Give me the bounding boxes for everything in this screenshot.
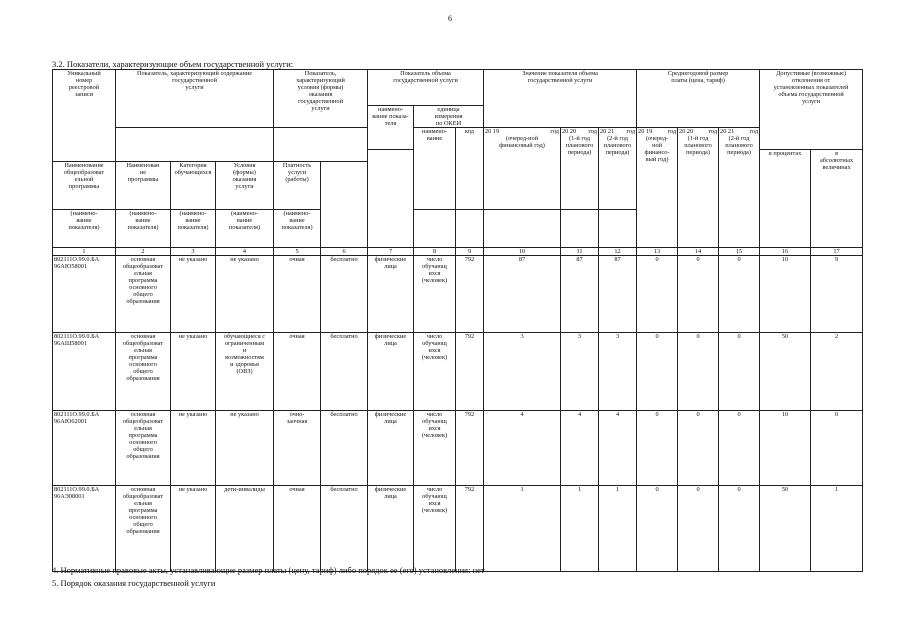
- table-cell: 792: [456, 333, 484, 411]
- header-sub-5: (наимено- вание показателя): [274, 210, 321, 248]
- table-cell: очная: [274, 256, 321, 333]
- header-fee-year-2: 20 20 год (1-й год планового периода): [678, 128, 719, 248]
- table-cell: 9: [811, 256, 863, 333]
- header-fee-year-1: 20 19 год (очеред- ной финансо- вый год): [637, 128, 678, 248]
- table-row: [53, 411, 863, 486]
- header-sub-4: (наимено- вание показателя): [216, 210, 274, 248]
- header-empty-13: [599, 210, 637, 248]
- header-unit-name: наимено- вание: [414, 128, 456, 210]
- header-volume-value: Значение показателя объема государственной услуги: [484, 70, 637, 128]
- table-cell: 0: [719, 411, 760, 486]
- header-unique-number: Уникальный номер реестровой записи: [53, 70, 116, 162]
- header-empty-12: [561, 210, 599, 248]
- table-cell: физические лица: [368, 411, 414, 486]
- table-cell: 10: [760, 411, 811, 486]
- table-cell: 0: [719, 486, 760, 572]
- header-unit: единица измерения по ОКЕИ: [414, 106, 484, 128]
- table-cell: бесплатно: [321, 411, 368, 486]
- table-cell: обучающиеся с ограниченным и возможностям и здоровья (ОВЗ): [216, 333, 274, 411]
- table-cell: 87: [599, 256, 637, 333]
- header-avg-fee: Среднегодовой размер платы (цена, тариф): [637, 70, 760, 128]
- column-number: 17: [811, 248, 863, 256]
- header-deviations: Допустимые (возможные) отклонения от установленных показателей объема государственной услуги: [760, 70, 863, 150]
- table-cell: 50: [760, 486, 811, 572]
- volume-indicators-table: [52, 69, 863, 572]
- column-number: 8: [414, 248, 456, 256]
- table-cell: 3: [561, 333, 599, 411]
- column-number: 15: [719, 248, 760, 256]
- column-number: 11: [561, 248, 599, 256]
- header-sub-2: (наимено- вание показателя): [116, 210, 171, 248]
- table-cell: 0: [719, 333, 760, 411]
- table-cell: 802111О.99.0.БА 96АЮ58001: [53, 256, 116, 333]
- header-indicator-name-bottom: [368, 150, 414, 248]
- header-payment: Платность услуги (работы): [274, 162, 321, 210]
- column-number: 12: [599, 248, 637, 256]
- column-number: 3: [171, 248, 216, 256]
- table-cell: бесплатно: [321, 256, 368, 333]
- table-cell: 87: [561, 256, 599, 333]
- column-number: 13: [637, 248, 678, 256]
- table-cell: 1: [561, 486, 599, 572]
- header-indicator-name: наимено- вание показа- теля: [368, 106, 414, 150]
- header-sub-1: (наимено- вание показателя): [53, 210, 116, 248]
- table-row: [53, 256, 863, 333]
- header-conditions-indicator: Показатель, характеризующий условия (формы) оказания государственной услуги: [274, 70, 368, 128]
- table-cell: очно- заочная: [274, 411, 321, 486]
- table-cell: число обучающ ихся (человек): [414, 333, 456, 411]
- header-year-1: 20 19 год (очеред-ной финансовый год): [484, 128, 561, 210]
- table-cell: бесплатно: [321, 486, 368, 572]
- header-empty-9: [414, 210, 456, 248]
- table-cell: не указано: [171, 486, 216, 572]
- footer-service-procedure: 5. Порядок оказания государственной услуги: [52, 578, 216, 588]
- table-cell: не указано: [171, 333, 216, 411]
- footer-legal-acts: 4. Нормативные правовые акты, устанавливающие размер платы (цену, тариф) либо порядок ее (его) установления: нет: [52, 565, 485, 575]
- table-cell: основная общеобразоват ельная программа основного общего образования: [116, 333, 171, 411]
- header-in-absolute: в абсолютных величинах: [811, 150, 863, 248]
- table-cell: не указано: [216, 256, 274, 333]
- table-cell: не указано: [216, 411, 274, 486]
- table-cell: 0: [678, 411, 719, 486]
- column-number: 2: [116, 248, 171, 256]
- header-sub-3: (наимено- вание показателя): [171, 210, 216, 248]
- column-number: 16: [760, 248, 811, 256]
- table-cell: 3: [599, 333, 637, 411]
- header-volume-indicator: Показатель объема государственной услуги: [368, 70, 484, 106]
- header-category: Категория обучающихся: [171, 162, 216, 210]
- table-cell: 3: [484, 333, 561, 411]
- table-cell: бесплатно: [321, 333, 368, 411]
- header-conditions: Условия (формы) оказания услуги: [216, 162, 274, 210]
- header-fee-year-3: 20 21 год (2-й год планового периода): [719, 128, 760, 248]
- table-cell: основная общеобразоват ельная программа основного общего образования: [116, 486, 171, 572]
- table-cell: число обучающ ихся (человек): [414, 486, 456, 572]
- column-number: 7: [368, 248, 414, 256]
- table-cell: 87: [484, 256, 561, 333]
- table-cell: 1: [484, 486, 561, 572]
- table-cell: 4: [561, 411, 599, 486]
- table-cell: физические лица: [368, 486, 414, 572]
- table-cell: физические лица: [368, 333, 414, 411]
- table-cell: 10: [760, 256, 811, 333]
- header-unit-code: код: [456, 128, 484, 210]
- section-title: 3.2. Показатели, характеризующие объем государственной услуги:: [52, 59, 294, 69]
- table-cell: 0: [637, 411, 678, 486]
- table-cell: 1: [599, 486, 637, 572]
- table-cell: 0: [637, 486, 678, 572]
- column-number: 5: [274, 248, 321, 256]
- header-year-3: 20 21 год (2-й год планового периода): [599, 128, 637, 210]
- header-program-name: Наименование общеобразоват ельной программы: [53, 162, 116, 210]
- table-cell: 0: [637, 256, 678, 333]
- table-cell: 2: [811, 333, 863, 411]
- table-cell: число обучающ ихся (человек): [414, 256, 456, 333]
- column-number: 1: [53, 248, 116, 256]
- column-number: 10: [484, 248, 561, 256]
- column-number: 4: [216, 248, 274, 256]
- header-in-percent: в процентах: [760, 150, 811, 248]
- table-cell: 0: [678, 256, 719, 333]
- table-cell: очная: [274, 486, 321, 572]
- table-cell: 0: [678, 486, 719, 572]
- column-number-row: [53, 248, 863, 256]
- table-cell: 0: [637, 333, 678, 411]
- table-cell: 802111О.99.0.БА 96АЮ62001: [53, 411, 116, 486]
- table-cell: основная общеобразоват ельная программа основного общего образования: [116, 411, 171, 486]
- table-cell: 802111О.99.0.БА 96АЭ08001: [53, 486, 116, 572]
- table-cell: 792: [456, 486, 484, 572]
- table-cell: 792: [456, 256, 484, 333]
- header-program: Наименован ие программы: [116, 162, 171, 210]
- page-number: 6: [448, 14, 452, 23]
- table-cell: очная: [274, 333, 321, 411]
- table-cell: 0: [719, 256, 760, 333]
- header-empty-8: [321, 210, 368, 248]
- header-content-spacer: [116, 128, 274, 162]
- column-number: 6: [321, 248, 368, 256]
- table-cell: 50: [760, 333, 811, 411]
- table-cell: число обучающ ихся (человек): [414, 411, 456, 486]
- header-empty-11: [484, 210, 561, 248]
- table-row: [53, 486, 863, 572]
- table-cell: дети-инвалиды: [216, 486, 274, 572]
- header-content-indicator: Показатель, характеризующий содержание государственной услуги: [116, 70, 274, 128]
- table-cell: 0: [811, 411, 863, 486]
- column-number: 9: [456, 248, 484, 256]
- table-cell: 792: [456, 411, 484, 486]
- table-cell: не указано: [171, 411, 216, 486]
- table-cell: 1: [811, 486, 863, 572]
- table-cell: 4: [599, 411, 637, 486]
- table-cell: 4: [484, 411, 561, 486]
- header-conditions-spacer: [274, 128, 368, 162]
- table-cell: 0: [678, 333, 719, 411]
- header-year-2: 20 20 год (1-й год планового периода): [561, 128, 599, 210]
- header-empty-10: [456, 210, 484, 248]
- table-cell: не указано: [171, 256, 216, 333]
- table-row: [53, 333, 863, 411]
- table-cell: основная общеобразоват ельная программа основного общего образования: [116, 256, 171, 333]
- table-cell: 802111О.99.0.БА 96АШ58001: [53, 333, 116, 411]
- column-number: 14: [678, 248, 719, 256]
- table-cell: физические лица: [368, 256, 414, 333]
